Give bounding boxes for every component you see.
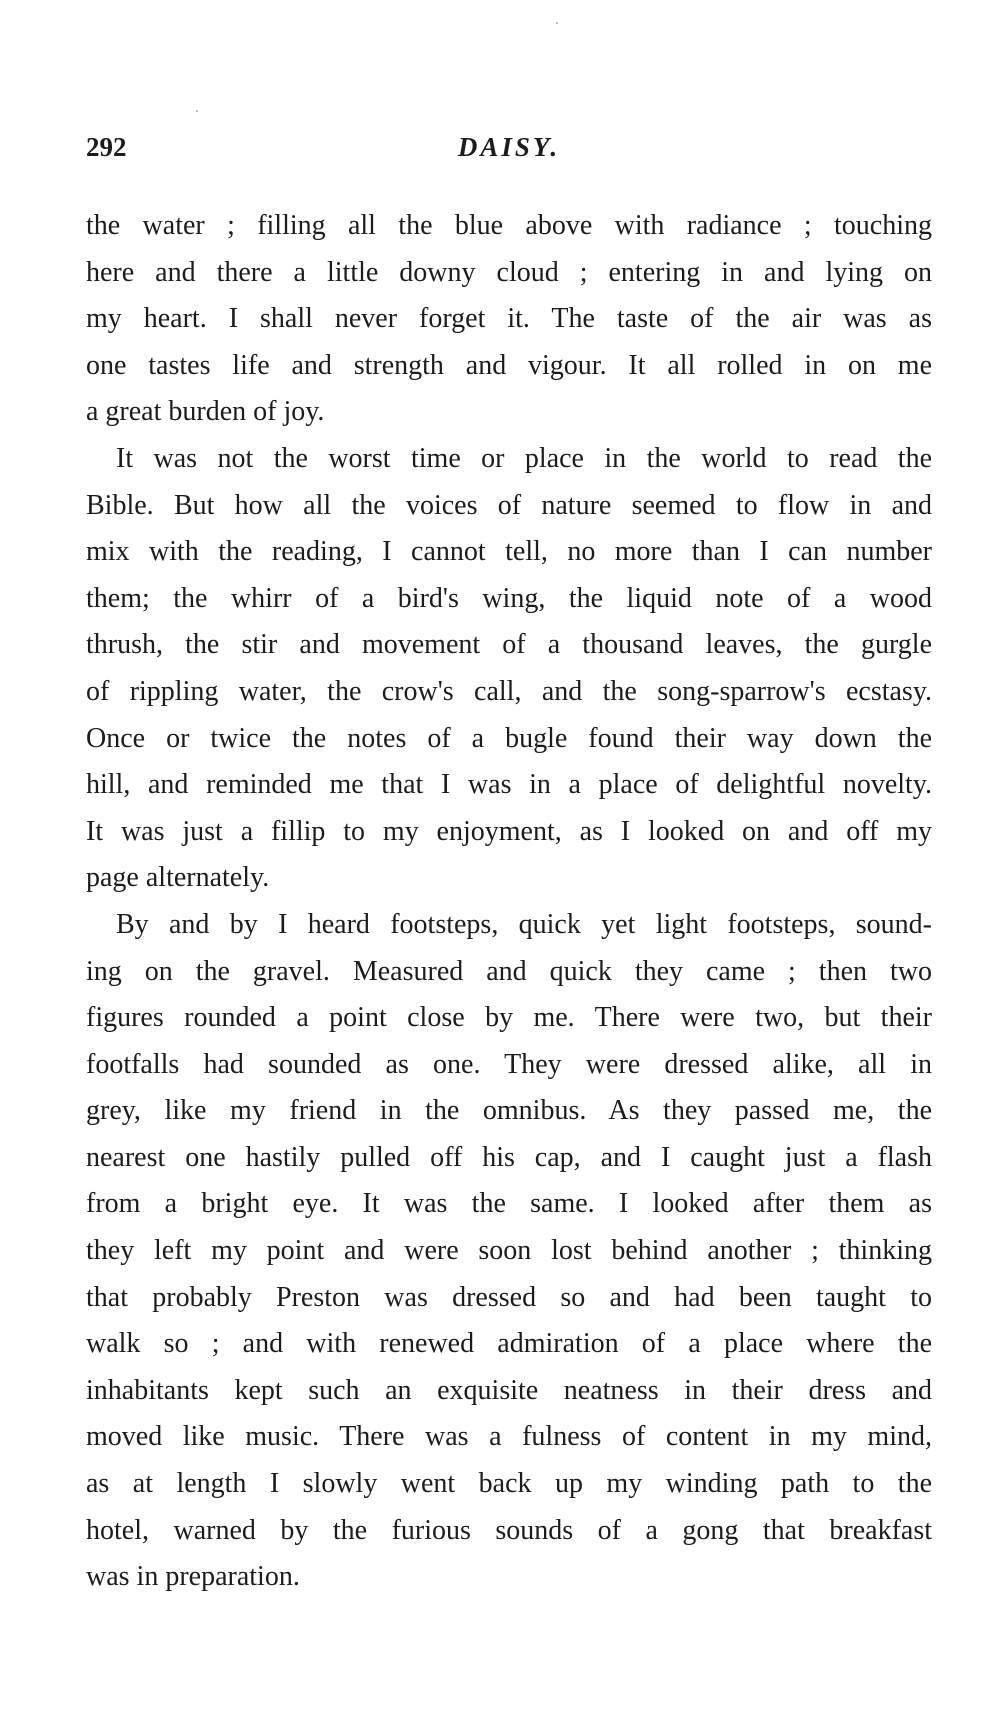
text-line: ing on the gravel. Measured and quick they came ; then two [86, 955, 932, 987]
paragraph [86, 203, 932, 436]
text-line: of rippling water, the crow's call, and the song-sparrow's ecstasy. [86, 675, 932, 707]
paragraph [86, 436, 932, 902]
text-line: It was not the worst time or place in the world to read the [116, 442, 932, 474]
text-line: It was just a fillip to my enjoyment, as I looked on and off my [86, 815, 932, 847]
text-line: walk so ; and with renewed admiration of a place where the [86, 1328, 932, 1360]
text-line: mix with the reading, I cannot tell, no more than I can number [86, 536, 932, 568]
paragraph [86, 902, 932, 1601]
text-line: them; the whirr of a bird's wing, the liquid note of a wood [86, 582, 932, 614]
text-line: was in preparation. [86, 1561, 300, 1593]
text-line: hill, and reminded me that I was in a place of delightful novelty. [86, 769, 932, 801]
text-line: here and there a little downy cloud ; entering in and lying on [86, 256, 932, 288]
text-line: grey, like my friend in the omnibus. As they passed me, the [86, 1095, 932, 1127]
text-line: hotel, warned by the furious sounds of a gong that breakfast [86, 1514, 932, 1546]
text-line: inhabitants kept such an exquisite neatness in their dress and [86, 1374, 932, 1406]
text-line: a great burden of joy. [86, 396, 325, 428]
text-line: page alternately. [86, 862, 270, 894]
running-head [86, 132, 932, 172]
text-line: Bible. But how all the voices of nature seemed to flow in and [86, 489, 932, 521]
text-line: as at length I slowly went back up my winding path to the [86, 1468, 932, 1500]
text-line: figures rounded a point close by me. There were two, but their [86, 1002, 932, 1034]
text-line: they left my point and were soon lost behind another ; thinking [86, 1235, 932, 1267]
text-line: from a bright eye. It was the same. I looked after them as [86, 1188, 932, 1220]
body-text [86, 203, 932, 1601]
text-line: thrush, the stir and movement of a thousand leaves, the gurgle [86, 629, 932, 661]
text-line: nearest one hastily pulled off his cap, and I caught just a flash [86, 1141, 932, 1173]
text-line: one tastes life and strength and vigour. It all rolled in on me [86, 349, 932, 381]
paper-speck [556, 22, 558, 24]
text-line: footfalls had sounded as one. They were dressed alike, all in [86, 1048, 932, 1080]
text-line: moved like music. There was a fulness of content in my mind, [86, 1421, 932, 1453]
text-line: Once or twice the notes of a bugle found their way down the [86, 722, 932, 754]
text-line: my heart. I shall never forget it. The taste of the air was as [86, 303, 932, 335]
running-title: DAISY. [457, 132, 561, 162]
text-line: that probably Preston was dressed so and had been taught to [86, 1281, 932, 1313]
text-line: By and by I heard footsteps, quick yet light footsteps, sound- [116, 908, 932, 940]
text-line: the water ; filling all the blue above with radiance ; touching [86, 210, 932, 241]
paper-speck [196, 110, 198, 112]
page-number: 292 [86, 132, 127, 162]
